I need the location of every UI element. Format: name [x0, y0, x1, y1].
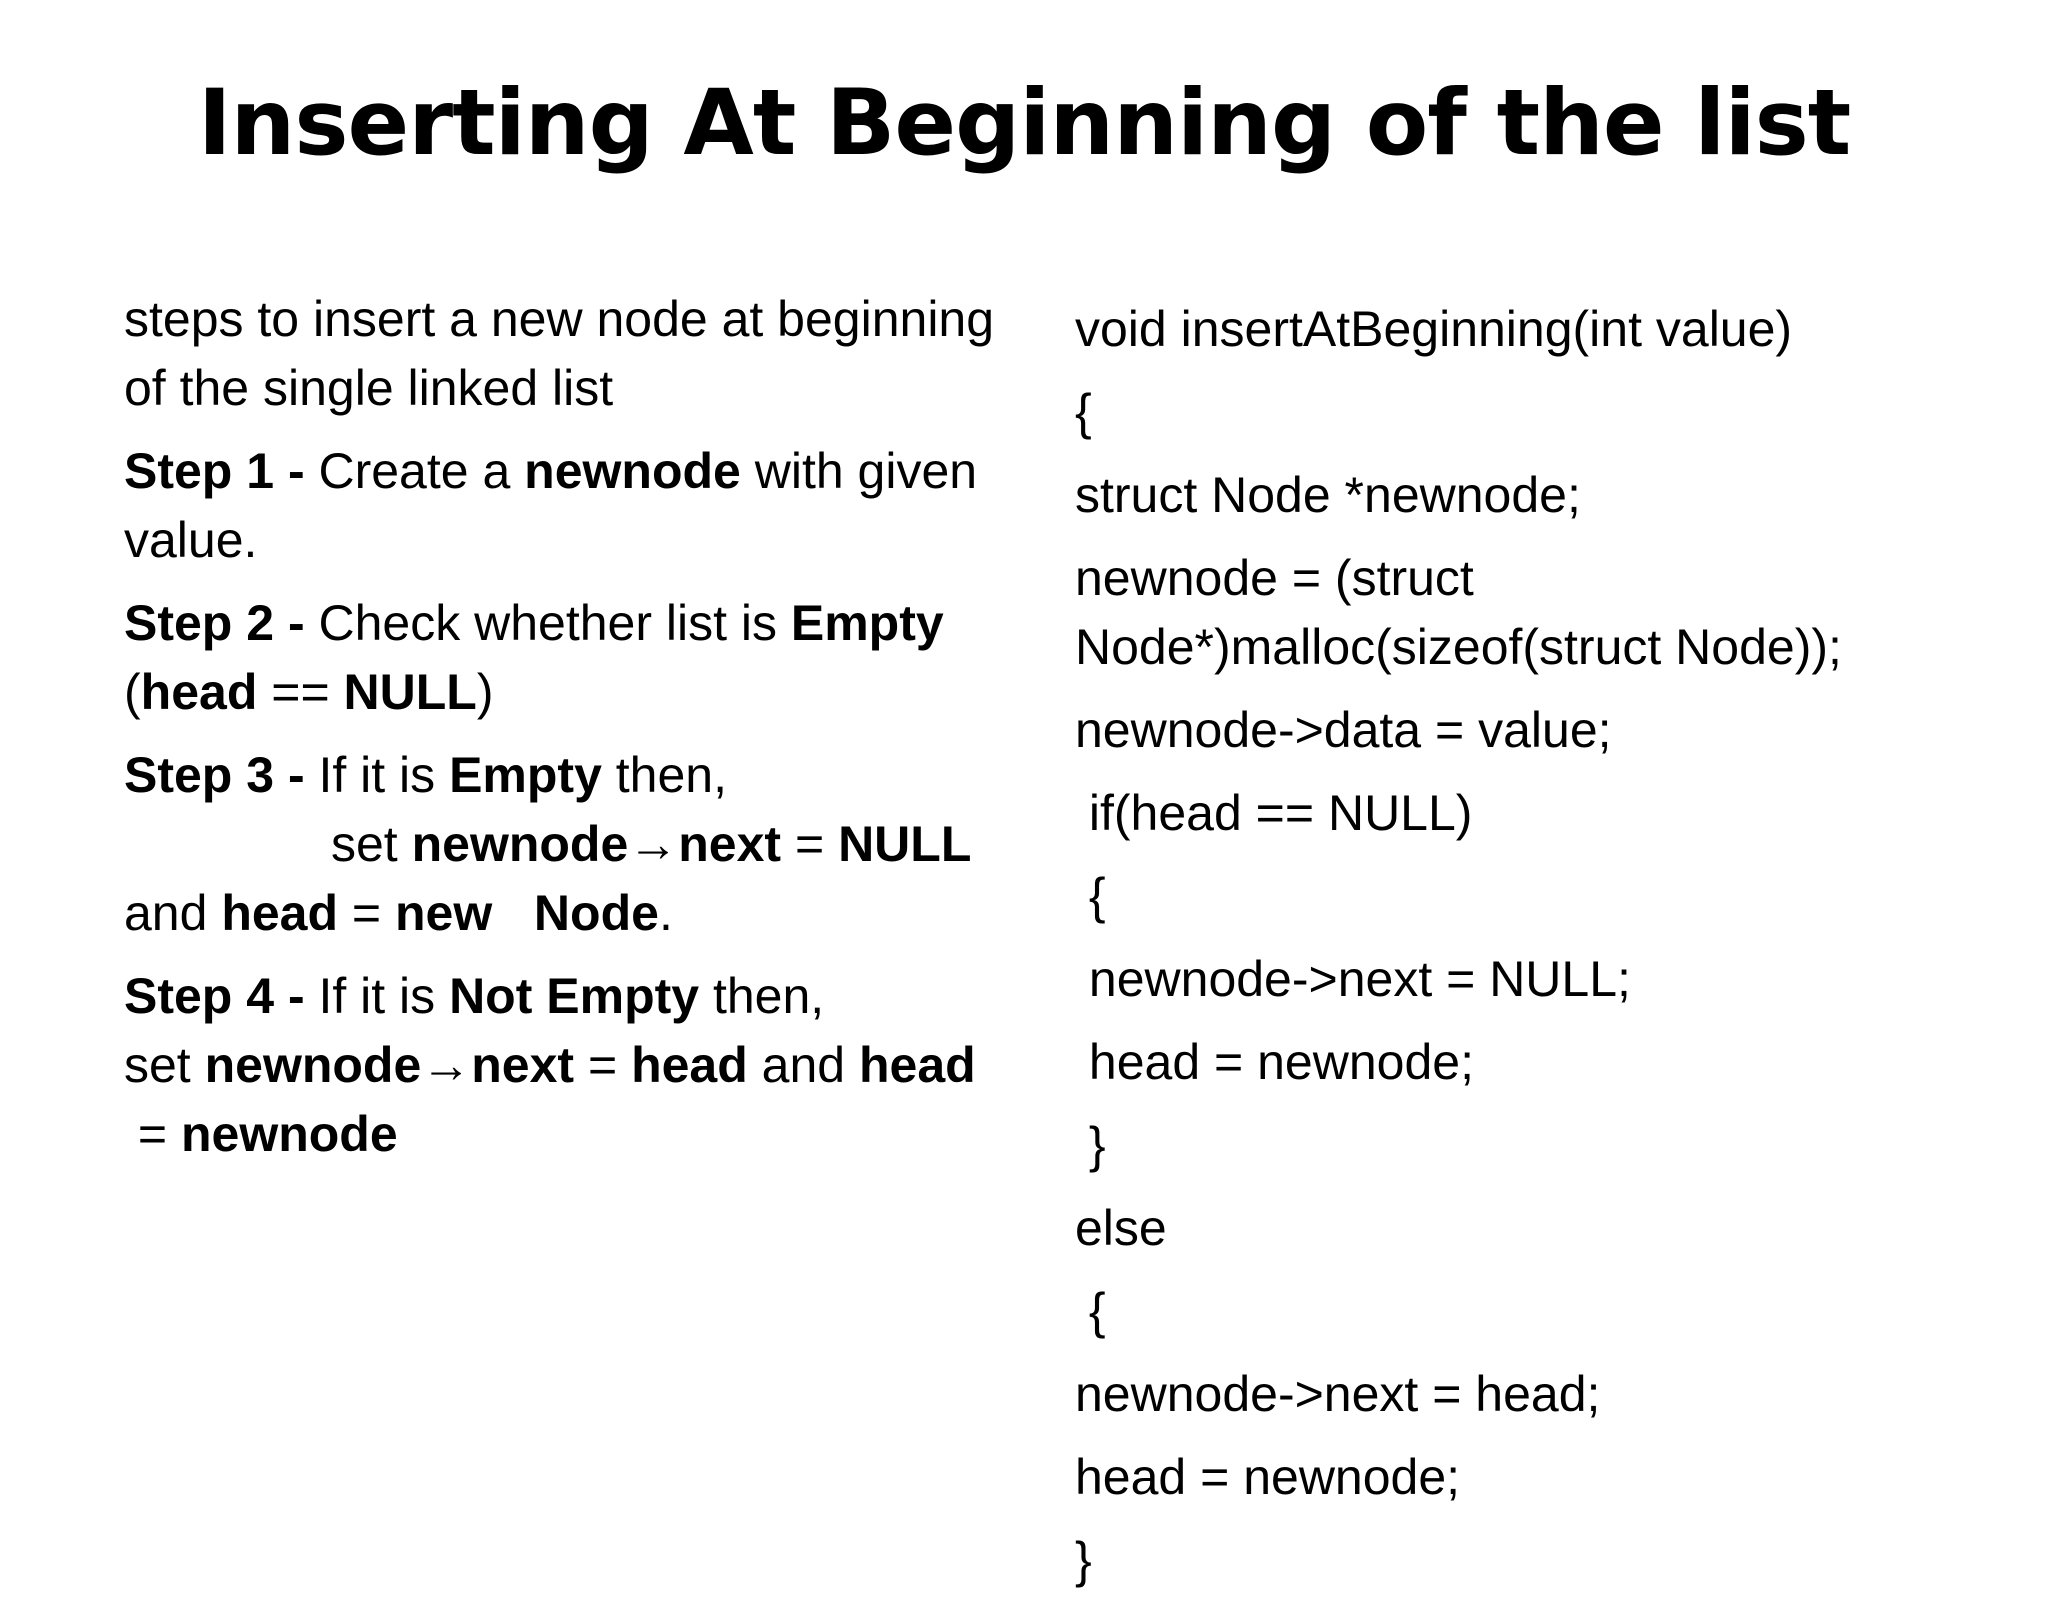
code-line: head = newnode;: [1075, 1449, 1461, 1505]
code-line: {: [1075, 384, 1092, 440]
code-line: head = newnode;: [1075, 1034, 1474, 1090]
step-4: Step 4 - If it is Not Empty then, set newnode→next = head and head = newnode: [124, 968, 976, 1162]
step-3: Step 3 - If it is Empty then, set newnode→next = NULL and head = new Node.: [124, 747, 972, 941]
code-line: struct Node *newnode;: [1075, 467, 1581, 523]
step-1: Step 1 - Create a newnode with given value.: [124, 443, 978, 568]
code-line: newnode->next = head;: [1075, 1366, 1601, 1422]
code-line: newnode = (struct Node*)malloc(sizeof(struct Node));: [1075, 550, 1842, 675]
step-4-label: Step 4 -: [124, 968, 305, 1024]
code-line: if(head == NULL): [1075, 785, 1473, 841]
code-line: {: [1075, 1283, 1106, 1339]
code-line: void insertAtBeginning(int value): [1075, 301, 1793, 357]
steps-column: [124, 285, 1004, 1183]
step-3-label: Step 3 -: [124, 747, 305, 803]
step-1-label: Step 1 -: [124, 443, 305, 499]
code-line: else: [1075, 1200, 1167, 1256]
code-column: [1075, 295, 1995, 1609]
step-2-label: Step 2 -: [124, 595, 305, 651]
code-line: }: [1075, 1117, 1106, 1173]
slide-title: Inserting At Beginning of the list: [197, 71, 1851, 176]
code-line: newnode->next = NULL;: [1075, 951, 1631, 1007]
code-line: newnode->data = value;: [1075, 702, 1612, 758]
code-line: {: [1075, 868, 1106, 924]
step-2: Step 2 - Check whether list is Empty (head == NULL): [124, 595, 944, 720]
code-line: }: [1075, 1532, 1092, 1588]
intro-text: steps to insert a new node at beginning of the single linked list: [124, 291, 995, 416]
